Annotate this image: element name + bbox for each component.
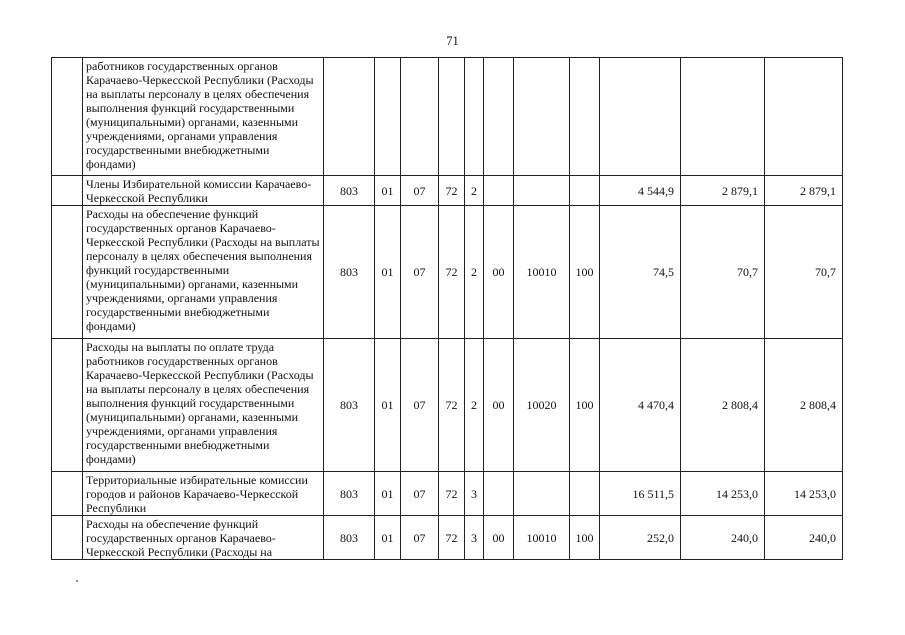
- amount-year-2: 14 253,0: [681, 472, 765, 516]
- target-code-4: [514, 58, 570, 176]
- target-code-2: 3: [465, 472, 484, 516]
- amount-year-3: [765, 58, 843, 176]
- target-code-3: 00: [484, 516, 514, 560]
- amount-year-2: 240,0: [681, 516, 765, 560]
- target-code-3: [484, 58, 514, 176]
- amount-year-2: 70,7: [681, 206, 765, 339]
- subsection-code: 07: [401, 516, 439, 560]
- amount-year-3: 14 253,0: [765, 472, 843, 516]
- amount-year-1: [600, 58, 681, 176]
- expense-type-code: 100: [570, 206, 600, 339]
- page-number: 71: [446, 34, 459, 48]
- row-name: Члены Избирательной комиссии Карачаево-Черкесской Республики: [83, 176, 324, 206]
- amount-year-1: 16 511,5: [600, 472, 681, 516]
- target-code-1: 72: [439, 516, 465, 560]
- target-code-4: [514, 472, 570, 516]
- section-code: 01: [375, 206, 401, 339]
- budget-table: [51, 57, 843, 560]
- row-name: работников государственных органов Карачаево-Черкесской Республики (Расходы на выплаты персоналу в целях обеспечения выполнения функций государственными (муниципальными) органами, казенными учреждениями, органами управления государственными внебюджетными фондами): [83, 58, 324, 176]
- row-name: Территориальные избирательные комиссии городов и районов Карачаево-Черкесской Республики: [83, 472, 324, 516]
- subsection-code: 07: [401, 206, 439, 339]
- target-code-3: 00: [484, 206, 514, 339]
- row-name: Расходы на обеспечение функций государственных органов Карачаево-Черкесской Республики (Расходы на: [83, 516, 324, 560]
- section-code: 01: [375, 516, 401, 560]
- expense-type-code: [570, 58, 600, 176]
- table-row: [52, 339, 843, 472]
- subsection-code: [401, 58, 439, 176]
- row-name: Расходы на выплаты по оплате труда работников государственных органов Карачаево-Черкесской Республики (Расходы на выплаты персоналу в целях обеспечения выполнения функций государственными (муниципальными) органами, казенными учреждениями, органами управления государственными внебюджетными фондами): [83, 339, 324, 472]
- row-number-cell: [52, 206, 83, 339]
- table-row: [52, 176, 843, 206]
- subsection-code: 07: [401, 339, 439, 472]
- target-code-2: 3: [465, 516, 484, 560]
- expense-type-code: [570, 472, 600, 516]
- target-code-1: 72: [439, 339, 465, 472]
- row-name: Расходы на обеспечение функций государственных органов Карачаево-Черкесской Республики (Расходы на выплаты персоналу в целях обеспечения выполнения функций государственными (муниципальными) органами, казенными учреждениями, органами управления государственными внебюджетными фондами): [83, 206, 324, 339]
- ved-code: [324, 58, 375, 176]
- ved-code: 803: [324, 176, 375, 206]
- amount-year-3: 2 808,4: [765, 339, 843, 472]
- target-code-4: [514, 176, 570, 206]
- target-code-2: 2: [465, 176, 484, 206]
- amount-year-2: 2 808,4: [681, 339, 765, 472]
- table-row: [52, 472, 843, 516]
- row-number-cell: [52, 339, 83, 472]
- amount-year-3: 240,0: [765, 516, 843, 560]
- amount-year-3: 70,7: [765, 206, 843, 339]
- subsection-code: 07: [401, 472, 439, 516]
- target-code-3: [484, 472, 514, 516]
- target-code-1: 72: [439, 206, 465, 339]
- section-code: 01: [375, 472, 401, 516]
- amount-year-1: 252,0: [600, 516, 681, 560]
- table-row: [52, 516, 843, 560]
- ved-code: 803: [324, 206, 375, 339]
- section-code: 01: [375, 339, 401, 472]
- table-row: [52, 206, 843, 339]
- amount-year-1: 74,5: [600, 206, 681, 339]
- row-number-cell: [52, 472, 83, 516]
- target-code-1: 72: [439, 472, 465, 516]
- target-code-2: 2: [465, 206, 484, 339]
- ved-code: 803: [324, 339, 375, 472]
- expense-type-code: [570, 176, 600, 206]
- target-code-4: 10010: [514, 206, 570, 339]
- section-code: [375, 58, 401, 176]
- expense-type-code: 100: [570, 516, 600, 560]
- amount-year-2: 2 879,1: [681, 176, 765, 206]
- target-code-2: 2: [465, 339, 484, 472]
- target-code-1: 72: [439, 176, 465, 206]
- ved-code: 803: [324, 516, 375, 560]
- target-code-4: 10010: [514, 516, 570, 560]
- target-code-4: 10020: [514, 339, 570, 472]
- section-code: 01: [375, 176, 401, 206]
- row-number-cell: [52, 58, 83, 176]
- amount-year-1: 4 544,9: [600, 176, 681, 206]
- target-code-3: 00: [484, 339, 514, 472]
- subsection-code: 07: [401, 176, 439, 206]
- amount-year-1: 4 470,4: [600, 339, 681, 472]
- target-code-1: [439, 58, 465, 176]
- amount-year-2: [681, 58, 765, 176]
- target-code-2: [465, 58, 484, 176]
- target-code-3: [484, 176, 514, 206]
- ved-code: 803: [324, 472, 375, 516]
- row-number-cell: [52, 176, 83, 206]
- scan-speck: [76, 580, 78, 582]
- amount-year-3: 2 879,1: [765, 176, 843, 206]
- expense-type-code: 100: [570, 339, 600, 472]
- table-row: [52, 58, 843, 176]
- row-number-cell: [52, 516, 83, 560]
